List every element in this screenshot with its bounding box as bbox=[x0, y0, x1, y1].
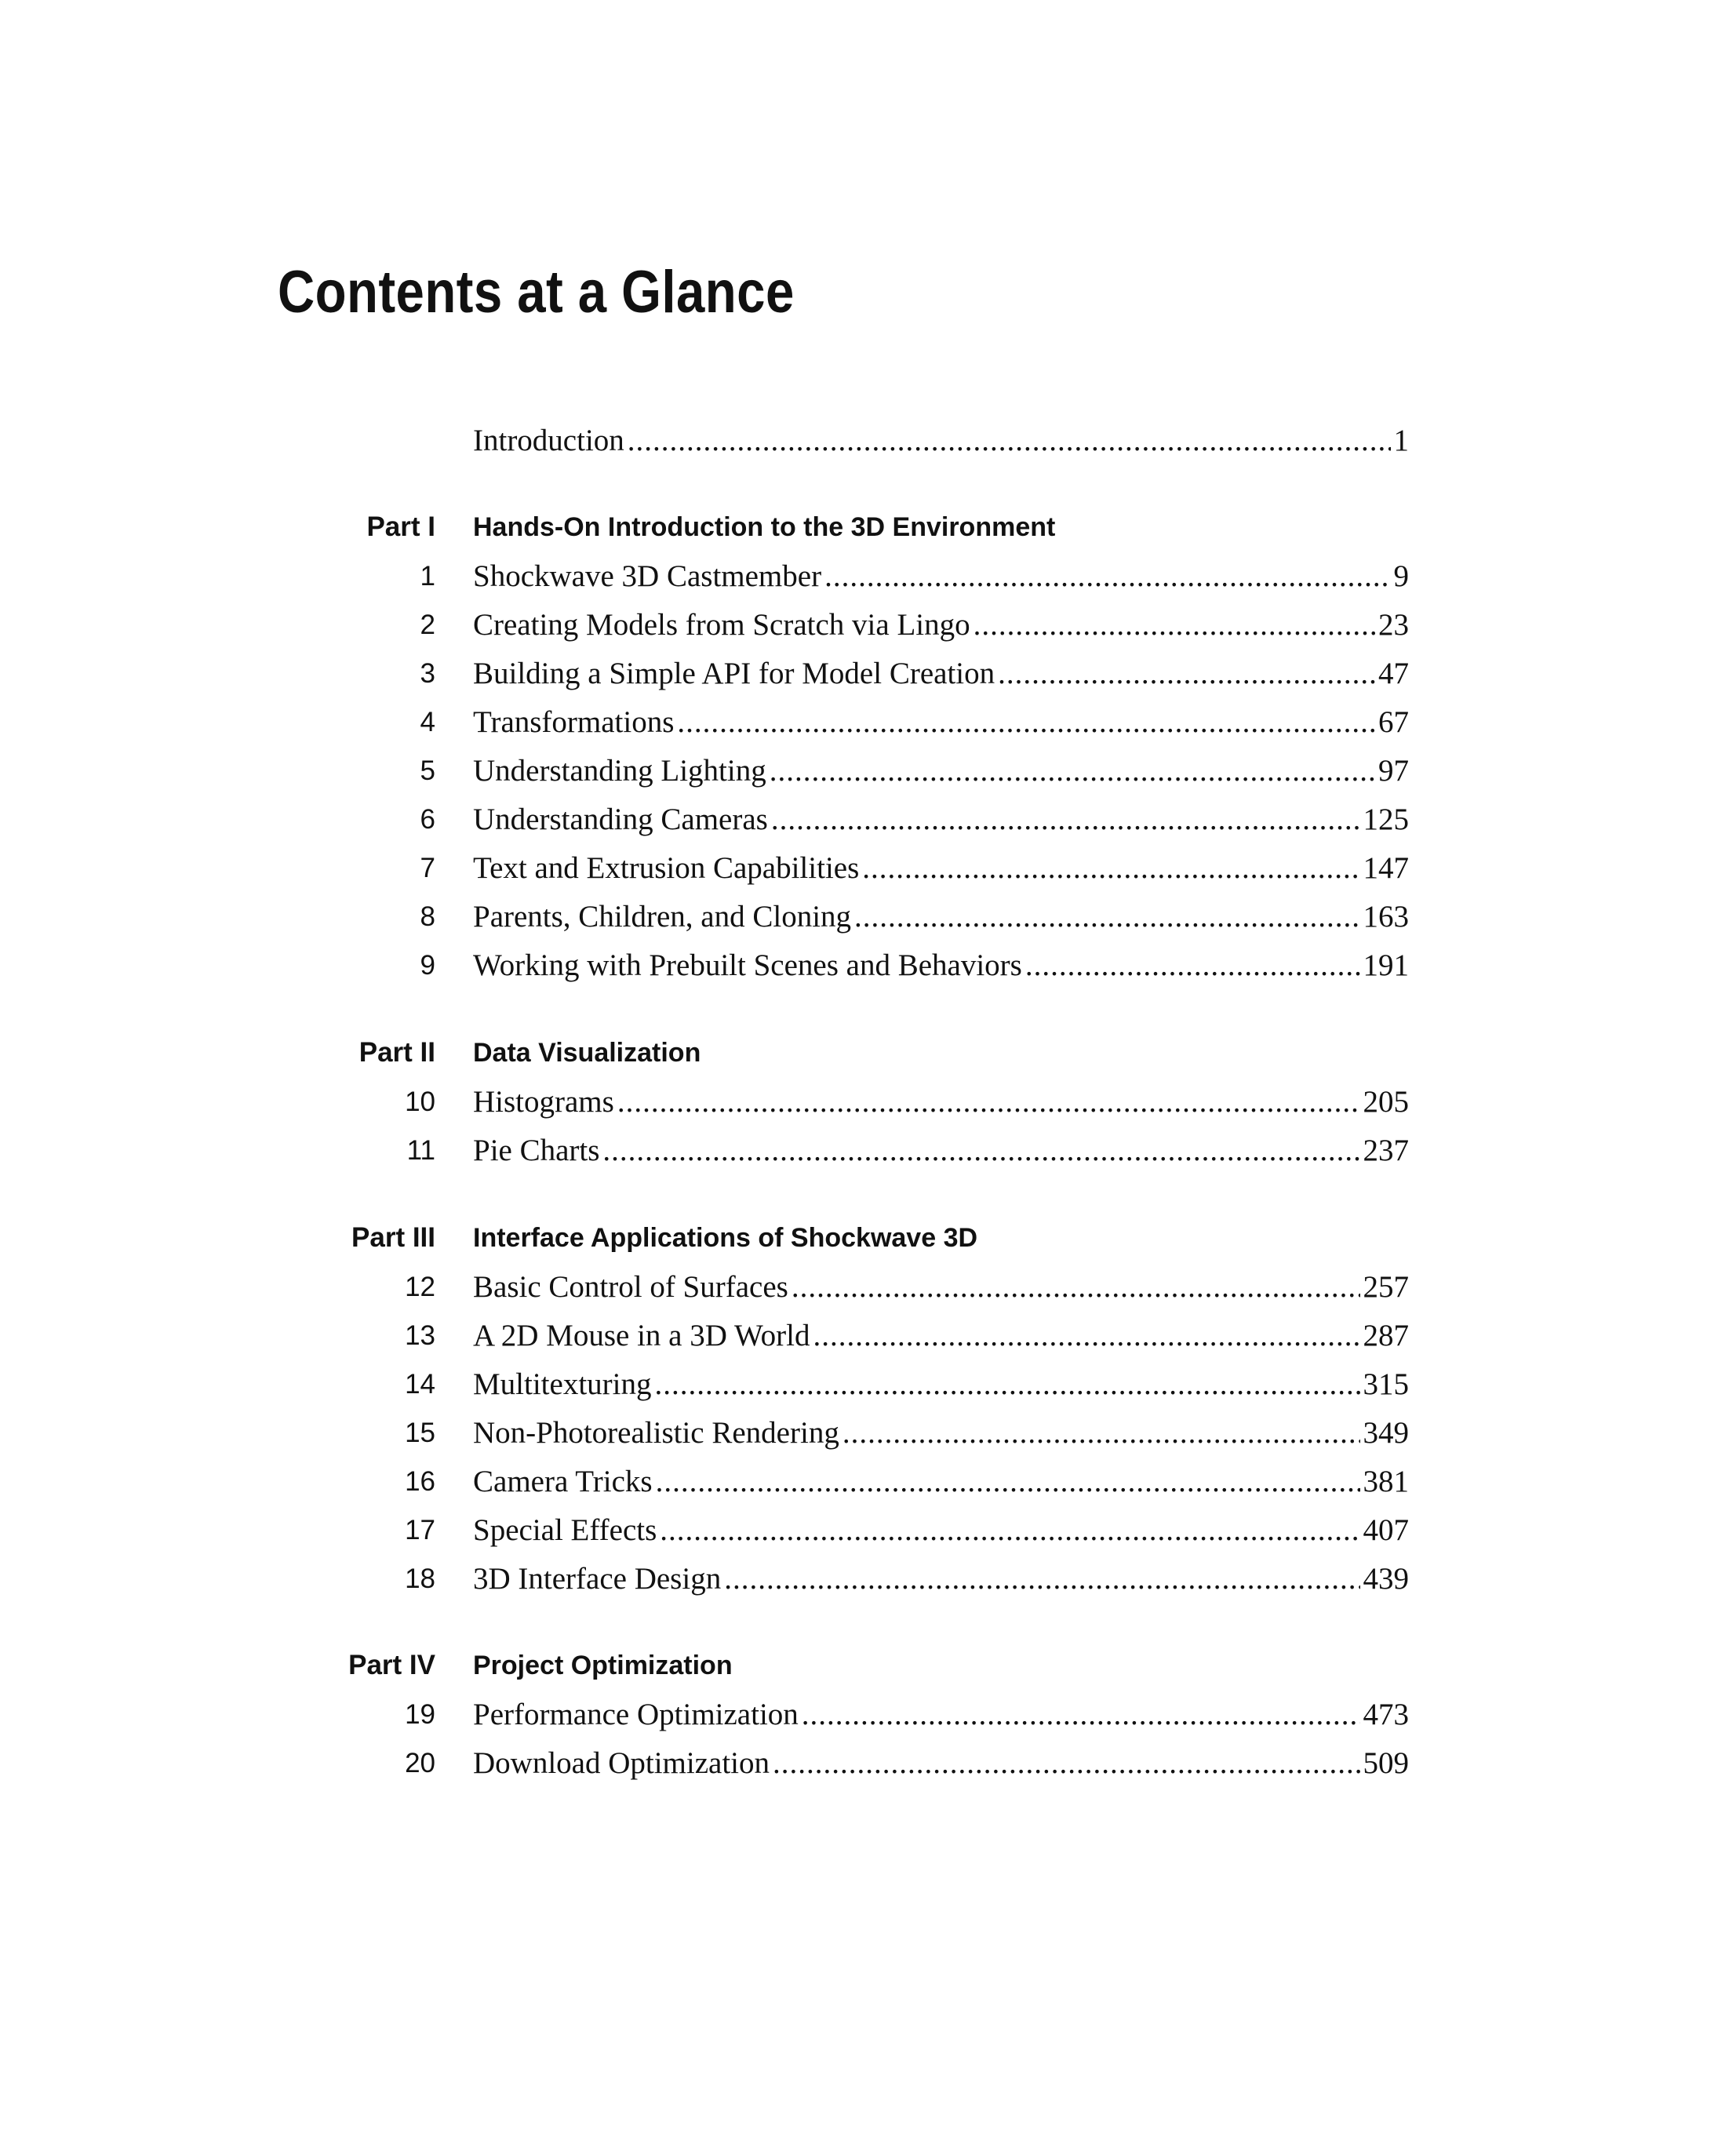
entry-title: Download Optimization bbox=[473, 1746, 770, 1780]
chapter-number: 20 bbox=[405, 1748, 435, 1778]
entry-title: Basic Control of Surfaces bbox=[473, 1270, 788, 1304]
entry-page-number: 97 bbox=[1378, 754, 1409, 788]
entry-page-number: 287 bbox=[1363, 1319, 1409, 1352]
chapter-number: 19 bbox=[405, 1699, 435, 1730]
entry-page-number: 473 bbox=[1363, 1698, 1409, 1731]
entry-page-number: 315 bbox=[1363, 1367, 1409, 1401]
entry-title: Performance Optimization bbox=[473, 1698, 799, 1731]
dot-leader bbox=[974, 601, 1375, 650]
toc-entry[interactable] bbox=[0, 795, 1736, 844]
chapter-number: 11 bbox=[406, 1135, 435, 1166]
dot-leader bbox=[628, 417, 1391, 465]
entry-title: Camera Tricks bbox=[473, 1465, 653, 1498]
dot-leader bbox=[770, 747, 1375, 795]
entry-title: Creating Models from Scratch via Lingo bbox=[473, 608, 970, 642]
dot-leader bbox=[824, 552, 1390, 601]
toc-entry[interactable] bbox=[0, 1078, 1736, 1127]
dot-leader bbox=[655, 1360, 1360, 1409]
toc-entry[interactable] bbox=[0, 698, 1736, 747]
entry-title: Understanding Cameras bbox=[473, 803, 768, 836]
entry-page-number: 1 bbox=[1393, 424, 1409, 457]
part-label: Part IV bbox=[348, 1650, 435, 1680]
dot-leader bbox=[854, 893, 1359, 941]
chapter-number: 18 bbox=[405, 1563, 435, 1594]
entry-page-number: 237 bbox=[1363, 1134, 1409, 1167]
chapter-number: 16 bbox=[405, 1466, 435, 1497]
chapter-number: 6 bbox=[420, 804, 435, 835]
dot-leader bbox=[677, 698, 1375, 747]
toc-entry[interactable] bbox=[0, 1312, 1736, 1360]
entry-page-number: 163 bbox=[1363, 900, 1409, 934]
entry-page-number: 147 bbox=[1363, 851, 1409, 885]
dot-leader bbox=[773, 1739, 1359, 1788]
chapter-number: 17 bbox=[405, 1515, 435, 1545]
chapter-number: 2 bbox=[420, 610, 435, 640]
dot-leader bbox=[1025, 941, 1360, 990]
dot-leader bbox=[843, 1409, 1360, 1458]
dot-leader bbox=[998, 650, 1375, 698]
toc-entry[interactable] bbox=[0, 747, 1736, 795]
dot-leader bbox=[602, 1127, 1359, 1175]
toc-entry[interactable] bbox=[0, 650, 1736, 698]
chapter-number: 13 bbox=[405, 1320, 435, 1351]
entry-title: Non-Photorealistic Rendering bbox=[473, 1416, 839, 1450]
dot-leader bbox=[724, 1555, 1359, 1603]
part-title: Hands-On Introduction to the 3D Environment bbox=[473, 512, 1056, 542]
chapter-number: 4 bbox=[420, 707, 435, 737]
chapter-number: 9 bbox=[420, 950, 435, 981]
entry-title: Transformations bbox=[473, 705, 675, 739]
entry-title: Building a Simple API for Model Creation bbox=[473, 657, 995, 690]
toc-entry[interactable] bbox=[0, 1739, 1736, 1788]
dot-leader bbox=[617, 1078, 1360, 1127]
entry-page-number: 509 bbox=[1363, 1746, 1409, 1780]
dot-leader bbox=[660, 1506, 1359, 1555]
page-title: Contents at a Glance bbox=[278, 259, 795, 326]
toc-entry[interactable] bbox=[0, 1409, 1736, 1458]
chapter-number: 3 bbox=[420, 658, 435, 689]
toc-entry[interactable] bbox=[0, 1263, 1736, 1312]
part-heading bbox=[0, 1028, 1736, 1077]
part-label: Part II bbox=[358, 1037, 435, 1068]
entry-page-number: 439 bbox=[1363, 1562, 1409, 1596]
entry-title: Parents, Children, and Cloning bbox=[473, 900, 852, 934]
entry-page-number: 349 bbox=[1363, 1416, 1409, 1450]
toc-entry[interactable] bbox=[0, 552, 1736, 601]
chapter-number: 10 bbox=[405, 1087, 435, 1117]
dot-leader bbox=[771, 795, 1360, 844]
chapter-number: 5 bbox=[420, 755, 435, 786]
entry-page-number: 205 bbox=[1363, 1085, 1409, 1119]
entry-title: 3D Interface Design bbox=[473, 1562, 722, 1596]
chapter-number: 1 bbox=[420, 561, 435, 592]
part-heading bbox=[0, 1641, 1736, 1690]
entry-title: A 2D Mouse in a 3D World bbox=[473, 1319, 810, 1352]
entry-page-number: 67 bbox=[1378, 705, 1409, 739]
dot-leader bbox=[792, 1263, 1360, 1312]
dot-leader bbox=[862, 844, 1359, 893]
part-heading bbox=[0, 1214, 1736, 1262]
entry-page-number: 23 bbox=[1378, 608, 1409, 642]
part-title: Interface Applications of Shockwave 3D bbox=[473, 1223, 978, 1253]
part-label: Part I bbox=[366, 511, 435, 542]
toc-entry[interactable] bbox=[0, 601, 1736, 650]
part-heading bbox=[0, 503, 1736, 551]
toc-entry[interactable] bbox=[0, 1458, 1736, 1506]
dot-leader bbox=[802, 1691, 1360, 1739]
entry-page-number: 191 bbox=[1363, 948, 1409, 982]
entry-title: Multitexturing bbox=[473, 1367, 652, 1401]
entry-page-number: 407 bbox=[1363, 1513, 1409, 1547]
entry-title: Pie Charts bbox=[473, 1134, 600, 1167]
toc-entry[interactable] bbox=[0, 1506, 1736, 1555]
toc-entry[interactable] bbox=[0, 893, 1736, 941]
part-title: Data Visualization bbox=[473, 1038, 701, 1068]
chapter-number: 7 bbox=[420, 853, 435, 883]
toc-entry[interactable] bbox=[0, 1555, 1736, 1603]
entry-page-number: 125 bbox=[1363, 803, 1409, 836]
chapter-number: 8 bbox=[420, 901, 435, 932]
dot-leader bbox=[813, 1312, 1359, 1360]
entry-title: Histograms bbox=[473, 1085, 614, 1119]
toc-entry-introduction[interactable] bbox=[0, 417, 1736, 465]
entry-page-number: 257 bbox=[1363, 1270, 1409, 1304]
toc-entry[interactable] bbox=[0, 844, 1736, 893]
entry-page-number: 47 bbox=[1378, 657, 1409, 690]
toc-entry[interactable] bbox=[0, 1127, 1736, 1175]
entry-title: Text and Extrusion Capabilities bbox=[473, 851, 860, 885]
toc-entry[interactable] bbox=[0, 1691, 1736, 1739]
entry-title: Special Effects bbox=[473, 1513, 657, 1547]
entry-title: Introduction bbox=[473, 424, 624, 457]
dot-leader bbox=[656, 1458, 1360, 1506]
entry-page-number: 381 bbox=[1363, 1465, 1409, 1498]
chapter-number: 12 bbox=[405, 1272, 435, 1302]
entry-title: Understanding Lighting bbox=[473, 754, 766, 788]
part-title: Project Optimization bbox=[473, 1651, 733, 1680]
entry-title: Shockwave 3D Castmember bbox=[473, 559, 822, 593]
chapter-number: 14 bbox=[405, 1369, 435, 1400]
entry-page-number: 9 bbox=[1393, 559, 1409, 593]
chapter-number: 15 bbox=[405, 1418, 435, 1448]
part-label: Part III bbox=[351, 1222, 435, 1253]
toc-entry[interactable] bbox=[0, 1360, 1736, 1409]
toc-entry[interactable] bbox=[0, 941, 1736, 990]
entry-title: Working with Prebuilt Scenes and Behaviors bbox=[473, 948, 1022, 982]
